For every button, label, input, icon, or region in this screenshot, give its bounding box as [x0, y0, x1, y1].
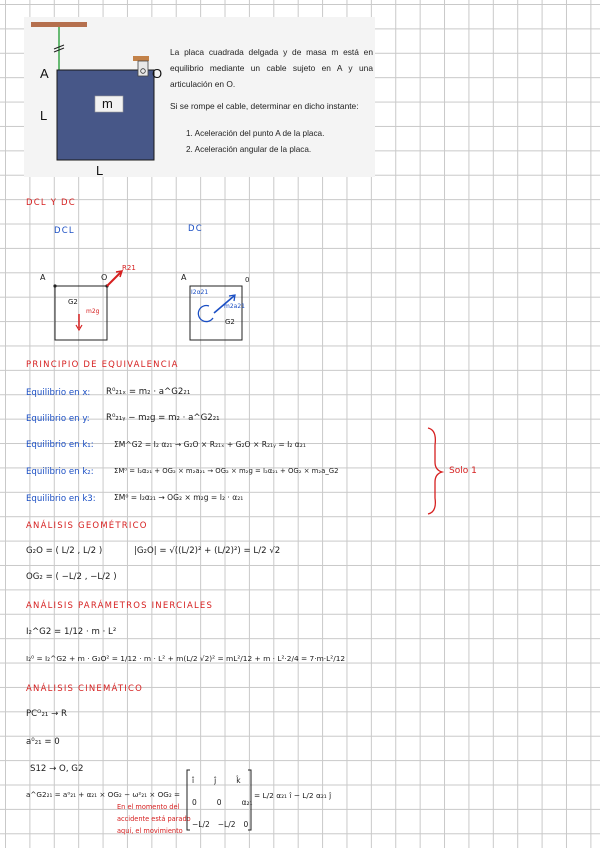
label-l-bottom: L — [96, 163, 104, 178]
dcl-force: R21 — [122, 264, 136, 272]
section-geometric: ANÁLISIS GEOMÉTRICO — [26, 521, 148, 531]
label-o: O — [152, 66, 163, 81]
dc-acc: m2a21 — [224, 303, 245, 310]
eq1-label: Equilibrio en x: — [26, 388, 91, 398]
dcl-g: G2 — [68, 298, 78, 306]
dcl-weight: m2g — [86, 308, 100, 315]
dc-inertia: I2α21 — [191, 289, 209, 296]
geo-eq1: G₂O = ( L/2 , L/2 ) — [26, 546, 103, 556]
eq5-body: ΣM⁰ = I₂α₂₁ → OG₂ × m₂g = I₂ · α₂₁ — [114, 493, 244, 502]
vector-matrix — [192, 770, 253, 836]
eq4-body: ΣM⁰ = I₂α₂₁ + OG₂ × m₂a₂₁ → OG₂ × m₂g = I₂α₂₁ + OG₂ × m₂a_G2 — [114, 467, 339, 475]
matrix-row — [192, 792, 253, 814]
dc-label: DC — [188, 224, 203, 234]
section-dcl-dc: DCL Y DC — [26, 198, 76, 208]
label-m: m — [102, 96, 113, 111]
section-inertia: ANÁLISIS PARÁMETROS INERCIALES — [26, 601, 214, 611]
dc-o: 0 — [245, 276, 250, 284]
section-equivalence: PRINCIPIO DE EQUIVALENCIA — [26, 360, 179, 370]
eq1-body: R⁰₂₁ₓ = m₂ · a^G2₂₁ — [106, 387, 191, 397]
matrix-cell: k̂ — [236, 776, 241, 785]
inertia-eq1: I₂^G2 = 1/12 · m · L² — [26, 627, 117, 637]
matrix-cell: ĵ — [214, 776, 217, 785]
eq3-body: ΣM^G2 = I₂ α₂₁ → G₂O × R₂₁ₓ + G₂O × R₂₁ᵧ = I₂ α₂₁ — [114, 440, 306, 449]
dcl-label: DCL — [54, 226, 75, 236]
matrix-cell: 0 — [216, 798, 222, 807]
dc-a: A — [181, 273, 187, 282]
eq2-body: R⁰₂₁ᵧ − m₂g = m₂ · a^G2₂₁ — [106, 413, 220, 423]
dcl-a: A — [40, 273, 46, 282]
eq2-label: Equilibrio en y: — [26, 414, 90, 424]
kin-eq3: S12 → O, G2 — [30, 764, 84, 774]
problem-item: 1. Aceleración del punto A de la placa. — [186, 129, 325, 138]
problem-item: 2. Aceleración angular de la placa. — [186, 145, 312, 154]
problem-question: Si se rompe el cable, determinar en dicho instante: — [170, 101, 359, 111]
matrix-row — [192, 814, 253, 836]
matrix-cell: 0 — [243, 820, 249, 829]
matrix-cell: −L/2 — [217, 820, 236, 829]
eq3-label: Equilibrio en k₁: — [26, 440, 94, 450]
eq4-label: Equilibrio en k₂: — [26, 467, 94, 477]
solo-note: Solo 1 — [449, 466, 477, 476]
inertia-eq2: I₂⁰ = I₂^G2 + m · G₂O² = 1/12 · m · L² + m(L/2 √2)² = mL²/12 + m · L²·2/4 = 7·m·L²/12 — [26, 654, 346, 663]
matrix-cell: −L/2 — [192, 820, 210, 829]
label-l-left: L — [40, 108, 48, 123]
eq5-label: Equilibrio en k3: — [26, 494, 96, 504]
kin-note: En el momento del accidente está parado aquí, el movimiento — [117, 803, 191, 835]
kin-result: = L/2 α₂₁ î − L/2 α₂₁ ĵ — [254, 791, 332, 800]
label-a: A — [40, 66, 49, 81]
kin-eq2: a⁰₂₁ = 0 — [26, 737, 60, 747]
geo-eq3: OG₂ = ( −L/2 , −L/2 ) — [26, 572, 117, 582]
matrix-row — [192, 770, 253, 792]
section-kinematic: ANÁLISIS CINEMÁTICO — [26, 684, 144, 694]
matrix-cell: 0 — [192, 798, 197, 807]
geo-eq2: |G₂O| = √((L/2)² + (L/2)²) = L/2 √2 — [134, 546, 281, 556]
matrix-cell: α₂₁ — [241, 798, 253, 807]
problem-statement: La placa cuadrada delgada y de masa m está en equilibrio mediante un cable sujeto en A y una articulación en O. — [170, 47, 373, 89]
matrix-cell: î — [192, 776, 195, 785]
kin-eq1: PCᴼ₂₁ → R — [26, 709, 67, 719]
dc-g: G2 — [225, 318, 235, 326]
dcl-o: O — [101, 273, 108, 282]
kin-eq4: a^G2₂₁ = a⁰₂₁ + α₂₁ × OG₂ − ω²₂₁ × OG₂ = — [26, 790, 181, 799]
